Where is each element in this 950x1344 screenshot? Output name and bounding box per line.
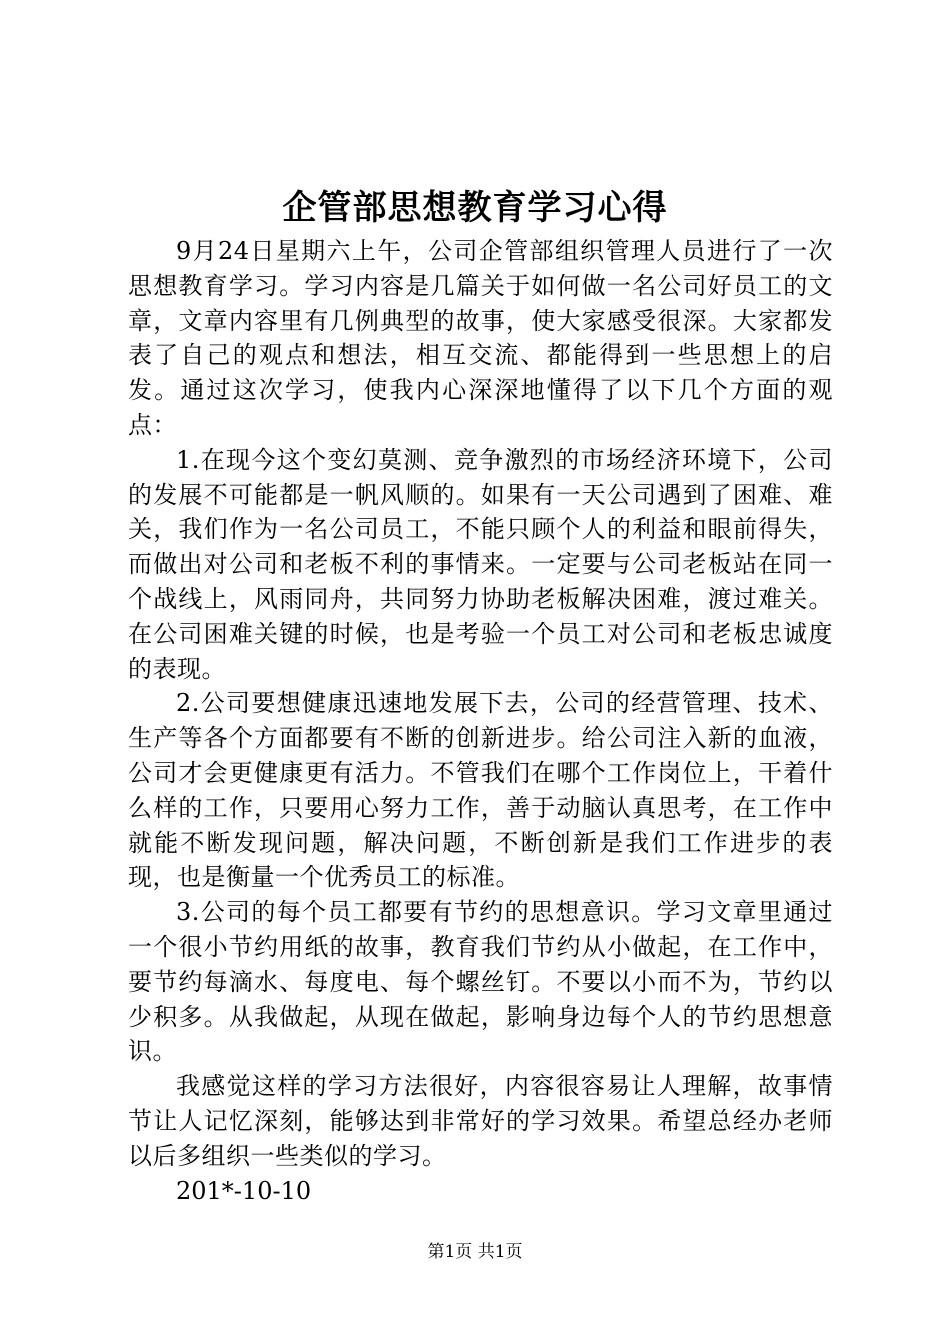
document-title: 企管部思想教育学习心得 [282,188,668,228]
paragraph-point-1: 1.在现今这个变幻莫测、竞争激烈的市场经济环境下，公司的发展不可能都是一帆风顺的。如果有一天公司遇到了困难、难关，我们作为一名公司员工，不能只顾个人的利益和眼前得失，而做出对公司和老板不利的事情来。一定要与公司老板站在同一个战线上，风雨同舟，共同努力协助老板解决困难，渡过难关。在公司困难关键的时候，也是考验一个员工对公司和老板忠诚度的表现。 [128,445,833,683]
document-body [128,234,833,1208]
page-footer: 第1页 共1页 [427,1242,523,1262]
paragraph-point-3: 3.公司的每个员工都要有节约的思想意识。学习文章里通过一个很小节约用纸的故事，教育我们节约从小做起，在工作中，要节约每滴水、每度电、每个螺丝钉。不要以小而不为，节约以少积多。从我做起，从现在做起，影响身边每个人的节约思想意识。 [128,898,833,1066]
paragraph-intro: 9月24日星期六上午，公司企管部组织管理人员进行了一次思想教育学习。学习内容是几篇关于如何做一名公司好员工的文章，文章内容里有几例典型的故事，使大家感受很深。大家都发表了自己的观点和想法，相互交流、都能得到一些思想上的启发。通过这次学习，使我内心深深地懂得了以下几个方面的观点： [128,237,833,439]
paragraph-conclusion: 我感觉这样的学习方法很好，内容很容易让人理解，故事情节让人记忆深刻，能够达到非常好的学习效果。希望总经办老师以后多组织一些类似的学习。 [128,1072,833,1170]
document-date: 201*-10-10 [176,1176,312,1205]
paragraph-point-2: 2.公司要想健康迅速地发展下去，公司的经营管理、技术、生产等各个方面都要有不断的创新进步。给公司注入新的血液，公司才会更健康更有活力。不管我们在哪个工作岗位上，干着什么样的工作，只要用心努力工作，善于动脑认真思考，在工作中就能不断发现问题，解决问题，不断创新是我们工作进步的表现，也是衡量一个优秀员工的标准。 [128,689,833,892]
